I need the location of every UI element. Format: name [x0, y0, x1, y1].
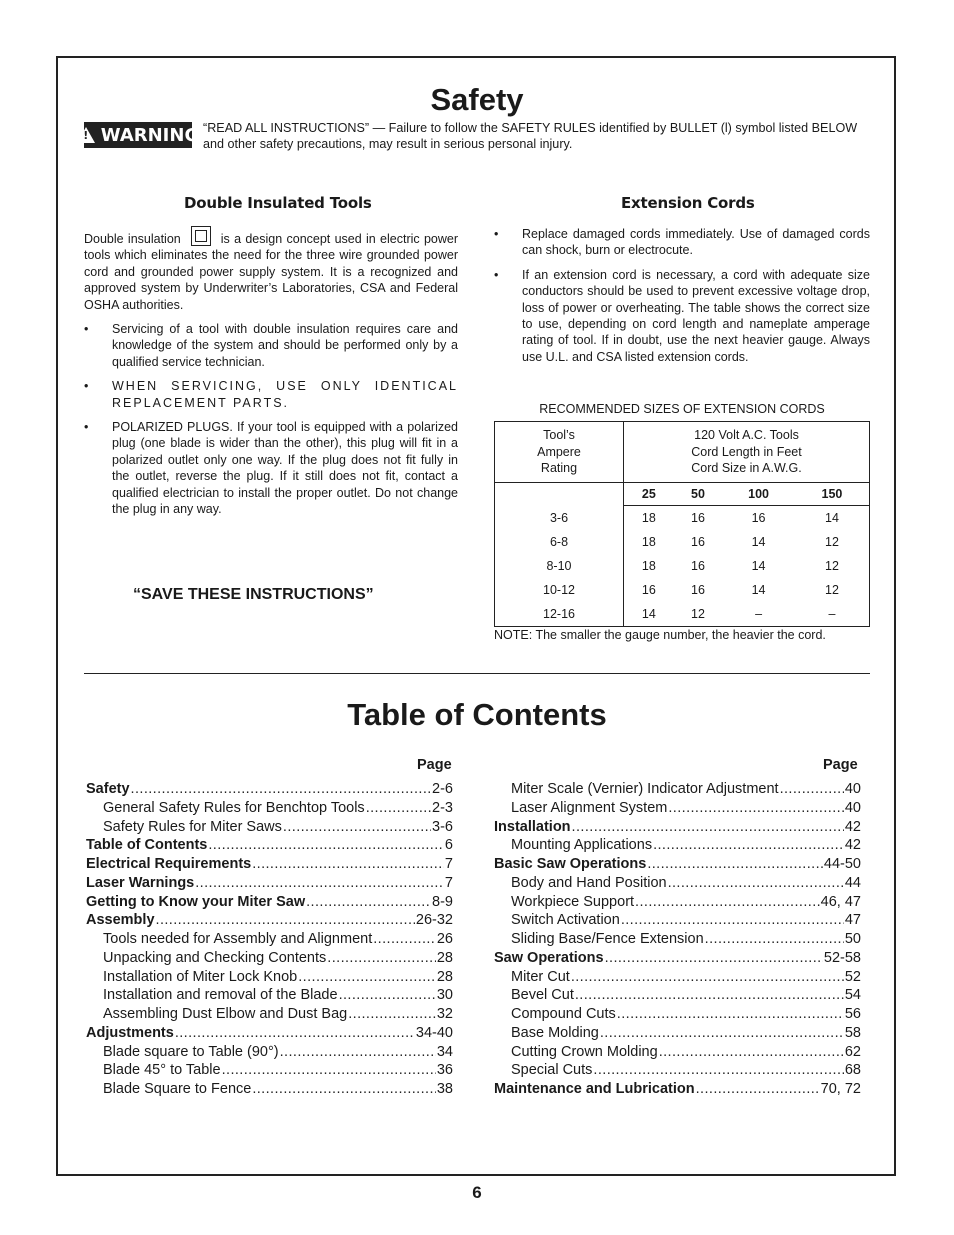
toc-entry-title: Sliding Base/Fence Extension: [511, 931, 704, 947]
length-50: 50: [674, 483, 722, 506]
toc-entry-page: 42: [844, 837, 861, 854]
toc-entry-page: 50: [844, 931, 861, 947]
toc-entry-page: 8-9: [432, 893, 453, 910]
toc-leader-dots: [659, 1043, 844, 1062]
toc-entry-title: Getting to Know your Miter Saw: [86, 893, 306, 910]
toc-entry: [86, 1024, 453, 1043]
extension-cords-heading: Extension Cords: [621, 194, 755, 212]
table-row: 6-8 18 16 14 12: [495, 530, 870, 554]
warning-triangle-icon: !: [77, 127, 95, 143]
toc-leader-dots: [572, 818, 844, 837]
safety-title: Safety: [430, 82, 524, 117]
toc-entry-page: 36: [436, 1062, 453, 1079]
toc-leader-dots: [780, 780, 844, 799]
toc-entry-title: Basic Saw Operations: [494, 856, 647, 872]
toc-entry-page: 26: [436, 931, 453, 947]
toc-leader-dots: [252, 1080, 436, 1099]
table-row: 3-6 18 16 16 14: [495, 506, 870, 531]
toc-leader-dots: [339, 986, 436, 1005]
table-row: 12-16 14 12 – –: [495, 602, 870, 627]
toc-leader-dots: [705, 930, 844, 949]
toc-leader-dots: [575, 986, 844, 1005]
toc-page-label-left: Page: [417, 757, 452, 773]
toc-leader-dots: [208, 836, 444, 855]
toc-entry-page: 6: [444, 837, 453, 854]
toc-entry-title: Blade square to Table (90°): [103, 1043, 279, 1060]
toc-leader-dots: [373, 930, 436, 949]
toc-entry-page: 32: [436, 1006, 453, 1022]
toc-entry: [494, 1005, 861, 1024]
toc-entry: [494, 986, 861, 1005]
toc-leader-dots: [571, 968, 844, 987]
bullet-icon: •: [494, 227, 499, 241]
toc-leader-dots: [280, 1043, 436, 1062]
toc-entry: [86, 780, 453, 799]
toc-leader-dots: [348, 1005, 436, 1024]
toc-entry-page: 3-6: [432, 818, 453, 835]
toc-entry: [86, 968, 453, 987]
toc-leader-dots: [298, 968, 436, 987]
save-instructions: “SAVE THESE INSTRUCTIONS”: [133, 586, 374, 603]
toc-entry: [494, 911, 861, 930]
toc-entry-title: Assembling Dust Elbow and Dust Bag: [103, 1006, 348, 1022]
toc-entry-title: Unpacking and Checking Contents: [103, 949, 327, 966]
toc-title: Table of Contents: [347, 697, 607, 732]
double-insulation-symbol-icon: [191, 226, 211, 246]
toc-entry-page: 34: [436, 1043, 453, 1060]
toc-entry: [494, 780, 861, 799]
toc-leader-dots: [617, 1005, 844, 1024]
list-item: • POLARIZED PLUGS. If your tool is equipped with a polarized plug (one blade is wider than the other), this plug will fit in a polarized outlet only one way. If the plug does not fit fully in the outlet, reverse the plug. If it still does not fit, contact a qualified electrician to install the proper outlet. Do not change the plug in any way.: [84, 420, 458, 517]
warning-text: “READ ALL INSTRUCTIONS” — Failure to follow the SAFETY RULES identified by BULLET (l) symbol listed BELOW and other safety precautions, may result in serious personal injury.: [203, 121, 858, 151]
bullet-icon: •: [84, 420, 89, 435]
toc-leader-dots: [306, 893, 431, 912]
toc-entry-page: 30: [436, 987, 453, 1004]
ampere-rating-header: Tool’s Ampere Rating: [495, 422, 624, 483]
toc-entry-page: 7: [444, 874, 453, 891]
toc-entry-title: Safety Rules for Miter Saws: [103, 818, 282, 835]
toc-entry-page: 2-3: [432, 799, 453, 816]
cord-size-header: 120 Volt A.C. Tools Cord Length in Feet Cord Size in A.W.G.: [624, 422, 870, 483]
toc-leader-dots: [600, 1024, 844, 1043]
toc-entry-page: 40: [844, 781, 861, 797]
table-header-row: [495, 422, 870, 483]
toc-entry: [86, 911, 453, 930]
toc-entry: [494, 949, 861, 968]
toc-entry-page: 2-6: [432, 781, 453, 797]
toc-leader-dots: [647, 855, 823, 874]
toc-entry: [86, 949, 453, 968]
toc-entry-page: 46, 47: [820, 893, 861, 910]
toc-entry-page: 70, 72: [820, 1081, 861, 1097]
toc-entry: [86, 1005, 453, 1024]
toc-leader-dots: [156, 911, 415, 930]
toc-entry-page: 54: [844, 987, 861, 1004]
extension-cord-table: [494, 421, 870, 627]
toc-entry-title: Electrical Requirements: [86, 856, 252, 872]
double-insulated-heading: Double Insulated Tools: [184, 194, 372, 212]
list-item: • If an extension cord is necessary, a cord with adequate size conductors should be used to prevent excessive voltage drop, loss of power or overheating. The table shows the correct size to use, depending on cord length and nameplate amperage rating of tool. If in doubt, use the next heavier gauge. Always use U.L. and CSA listed extension cords.: [494, 267, 870, 364]
toc-entry-page: 68: [844, 1062, 861, 1079]
toc-entry-title: Workpiece Support: [511, 893, 635, 910]
toc-entry: [86, 1061, 453, 1080]
length-150: 150: [795, 483, 870, 506]
toc-entry-title: Cutting Crown Molding: [511, 1043, 658, 1060]
toc-entry-title: Body and Hand Position: [511, 874, 667, 891]
toc-entry-title: Installation and removal of the Blade: [103, 987, 338, 1004]
double-insulated-intro: Double insulation is a design concept used in electric power tools which eliminates the need for the three wire grounded power cord and grounded power supply system. It is a recognized and approved system by Underwriter’s Laboratories, CSA and Federal OSHA authorities.: [84, 226, 458, 313]
bullet-icon: •: [84, 379, 89, 394]
cord-table-note: NOTE: The smaller the gauge number, the heavier the cord.: [494, 628, 826, 642]
toc-entry: [494, 855, 861, 874]
toc-entry-page: 28: [436, 968, 453, 985]
toc-entry: [86, 1043, 453, 1062]
toc-entry-title: Miter Cut: [511, 968, 570, 985]
toc-entry-page: 42: [844, 818, 861, 835]
warning-badge: [83, 122, 200, 148]
toc-entry-title: Blade Square to Fence: [103, 1081, 252, 1097]
toc-entry: [86, 986, 453, 1005]
toc-entry-page: 34-40: [415, 1024, 453, 1041]
toc-entry: [494, 874, 861, 893]
toc-entry-title: Blade 45° to Table: [103, 1062, 221, 1079]
toc-right-column: [494, 780, 861, 1099]
toc-entry-title: Base Molding: [511, 1024, 599, 1041]
toc-entry-title: Maintenance and Lubrication: [494, 1081, 695, 1097]
toc-entry: [86, 893, 453, 912]
toc-entry-title: Safety: [86, 781, 130, 797]
toc-leader-dots: [327, 949, 436, 968]
toc-entry-title: Assembly: [86, 912, 155, 929]
toc-entry: [494, 968, 861, 987]
toc-entry-page: 26-32: [415, 912, 453, 929]
toc-entry-page: 40: [844, 799, 861, 816]
length-100: 100: [722, 483, 795, 506]
table-row: 10-12 16 16 14 12: [495, 578, 870, 602]
toc-entry-page: 7: [444, 856, 453, 872]
cord-table-caption: RECOMMENDED SIZES OF EXTENSION CORDS: [539, 402, 825, 416]
toc-entry-page: 58: [844, 1024, 861, 1041]
toc-entry-title: Laser Warnings: [86, 874, 195, 891]
toc-entry-title: Miter Scale (Vernier) Indicator Adjustment: [511, 781, 779, 797]
toc-entry: [494, 1024, 861, 1043]
extension-cords-bullets: [494, 226, 870, 365]
toc-entry: [494, 836, 861, 855]
double-insulated-bullets: [84, 321, 458, 517]
toc-entry-title: Saw Operations: [494, 949, 604, 966]
toc-entry-page: 52-58: [823, 949, 861, 966]
list-item: • Replace damaged cords immediately. Use of damaged cords can shock, burn or electrocute.: [494, 227, 870, 258]
toc-leader-dots: [593, 1061, 843, 1080]
toc-leader-dots: [222, 1061, 436, 1080]
toc-leader-dots: [668, 874, 844, 893]
toc-entry-title: Laser Alignment System: [511, 799, 668, 816]
toc-leader-dots: [195, 874, 444, 893]
toc-entry-page: 28: [436, 949, 453, 966]
toc-left-column: [86, 780, 453, 1099]
table-row: 8-10 18 16 14 12: [495, 554, 870, 578]
toc-entry-page: 44-50: [823, 856, 861, 872]
toc-leader-dots: [252, 855, 444, 874]
toc-leader-dots: [668, 799, 844, 818]
toc-entry: [494, 893, 861, 912]
toc-entry: [494, 1043, 861, 1062]
toc-entry-title: General Safety Rules for Benchtop Tools: [103, 799, 365, 816]
toc-leader-dots: [621, 911, 844, 930]
length-header-row: [495, 483, 870, 506]
toc-entry-page: 47: [844, 912, 861, 929]
toc-entry-page: 44: [844, 874, 861, 891]
toc-entry: [494, 1061, 861, 1080]
toc-leader-dots: [696, 1080, 820, 1099]
toc-entry: [86, 799, 453, 818]
toc-entry: [494, 1080, 861, 1099]
toc-entry: [86, 836, 453, 855]
toc-leader-dots: [131, 780, 432, 799]
toc-entry-title: Mounting Applications: [511, 837, 653, 854]
toc-entry: [494, 930, 861, 949]
list-item: • WHEN SERVICING, USE ONLY IDENTICAL REPLACEMENT PARTS.: [84, 379, 458, 410]
toc-entry: [86, 874, 453, 893]
toc-leader-dots: [366, 799, 431, 818]
page-number: 6: [472, 1183, 482, 1202]
double-insulated-section: [84, 226, 458, 526]
toc-entry: [86, 855, 453, 874]
bullet-icon: •: [84, 322, 89, 337]
toc-leader-dots: [635, 893, 820, 912]
toc-entry-page: 56: [844, 1006, 861, 1022]
section-divider: [84, 673, 870, 674]
toc-entry-title: Compound Cuts: [511, 1006, 616, 1022]
toc-entry-title: Special Cuts: [511, 1062, 593, 1079]
toc-entry: [86, 930, 453, 949]
toc-leader-dots: [175, 1024, 415, 1043]
bullet-icon: •: [494, 267, 499, 282]
toc-page-label-right: Page: [823, 757, 858, 773]
toc-entry-page: 38: [436, 1081, 453, 1097]
toc-entry-title: Bevel Cut: [511, 987, 574, 1004]
toc-entry: [494, 818, 861, 837]
toc-entry-title: Table of Contents: [86, 837, 208, 854]
extension-cords-section: [494, 226, 870, 373]
toc-entry-title: Installation: [494, 818, 571, 835]
toc-entry-page: 52: [844, 968, 861, 985]
toc-entry-page: 62: [844, 1043, 861, 1060]
toc-entry-title: Switch Activation: [511, 912, 620, 929]
toc-leader-dots: [283, 818, 431, 837]
toc-entry: [494, 799, 861, 818]
toc-leader-dots: [653, 836, 844, 855]
toc-leader-dots: [605, 949, 823, 968]
warning-label: WARNING: [100, 124, 200, 146]
toc-entry: [86, 818, 453, 837]
toc-entry-title: Adjustments: [86, 1024, 174, 1041]
length-25: 25: [624, 483, 674, 506]
toc-entry: [86, 1080, 453, 1099]
list-item: • Servicing of a tool with double insulation requires care and knowledge of the system and should be performed only by a qualified service technician.: [84, 322, 458, 369]
toc-entry-title: Installation of Miter Lock Knob: [103, 968, 298, 985]
toc-entry-title: Tools needed for Assembly and Alignment: [103, 931, 373, 947]
